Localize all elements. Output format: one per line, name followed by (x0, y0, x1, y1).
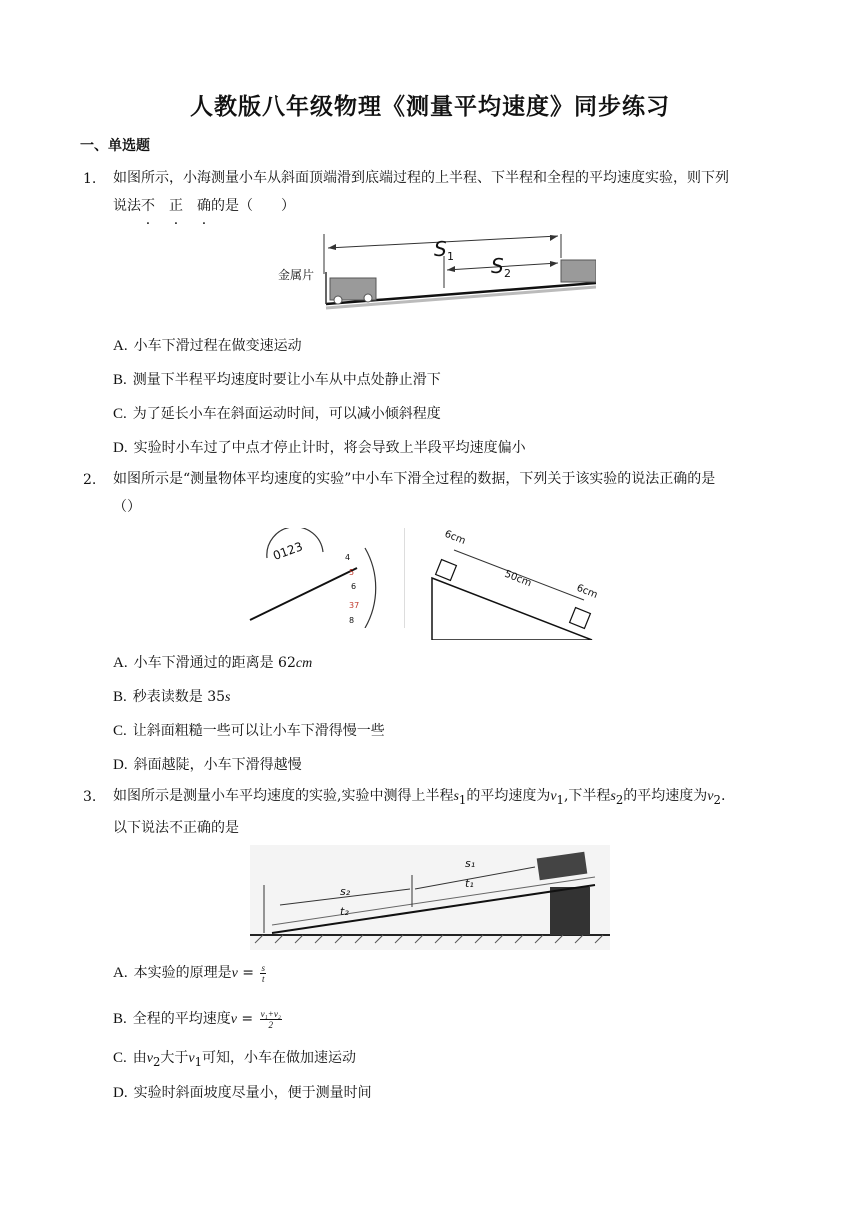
option-unit: s (225, 690, 231, 705)
q1-arrowhead (328, 244, 336, 250)
option-var: v (231, 966, 238, 981)
q3-t2-label: t₂ (340, 905, 349, 918)
option-sub: 1 (194, 1054, 203, 1069)
option-equals: = (236, 1011, 258, 1027)
q3-sub: 1 (458, 792, 467, 807)
q1-option-a[interactable] (113, 335, 302, 355)
option-letter: B. (113, 689, 127, 705)
q2-figure-incline (414, 528, 614, 640)
q2-dial-digits: 0123 (271, 539, 305, 563)
option-text: 小车下滑过程在做变速运动 (133, 338, 302, 354)
q1-arrowhead (550, 235, 558, 241)
q1-line2-prefix: 说法 (113, 198, 141, 214)
option-letter: D. (113, 1085, 128, 1101)
option-text: 为了延长小车在斜面运动时间，可以减小倾斜程度 (132, 406, 441, 422)
q3-sub: 1 (556, 792, 564, 807)
q3-sub: 2 (615, 792, 624, 807)
q3-stem-line2: 以下说法不正确的是 (113, 819, 239, 836)
q2-6cm-label: 6cm (442, 528, 468, 547)
q1-s2-sub: 2 (504, 267, 511, 280)
page-title: 人教版八年级物理《测量平均速度》同步练习 (190, 93, 670, 120)
q3-text: 的平均速度为 (623, 788, 708, 804)
q1-wheel (334, 296, 342, 304)
q2-50cm-label: 50cm (502, 568, 533, 590)
q2-needle (250, 568, 360, 620)
option-var: v (230, 1012, 237, 1027)
q3-stem (113, 782, 803, 842)
q3-t1-label: t₁ (465, 877, 474, 890)
option-var: v (146, 1051, 153, 1066)
q3-var: s (610, 789, 616, 804)
option-text: 让斜面粗糙一些可以让小车下滑得慢一些 (132, 723, 385, 739)
fraction-denominator: 2 (268, 1019, 274, 1030)
option-text: 本实验的原理是 (133, 965, 232, 981)
q1-s1-sub: 1 (447, 250, 454, 263)
q2-tick-label: 6 (351, 582, 357, 591)
q2-6cm-label: 6cm (574, 582, 600, 601)
q3-s1-label: s₁ (465, 857, 476, 870)
option-letter: C. (113, 1050, 127, 1066)
option-letter: C. (113, 723, 127, 739)
q3-option-c[interactable] (113, 1047, 356, 1069)
q2-number: 2. (83, 472, 97, 488)
q2-stem (113, 465, 803, 521)
option-text: 实验时斜面坡度尽量小，便于测量时间 (133, 1085, 372, 1101)
q3-text: ,下半程 (563, 788, 611, 804)
q3-text: 的平均速度为 (466, 788, 551, 804)
q2-option-d[interactable] (113, 754, 302, 774)
option-fraction (260, 1009, 282, 1030)
q1-option-b[interactable] (113, 369, 441, 389)
q2-option-c[interactable] (113, 720, 385, 740)
option-var: v (188, 1051, 195, 1066)
q1-stem-line2 (113, 192, 793, 220)
q1-metal-label: 金属片 (278, 268, 315, 282)
q2-incline-triangle (432, 578, 592, 640)
q1-s1-label: S (434, 237, 447, 261)
fraction-numerator: s (261, 962, 265, 973)
q1-figure-incline (278, 228, 596, 320)
q1-option-c[interactable] (113, 403, 441, 423)
q2-cart-top (436, 560, 457, 581)
q2-option-a[interactable] (113, 652, 312, 672)
q1-s2-label: S (491, 254, 504, 278)
option-text: 由 (132, 1050, 147, 1066)
q3-text: 如图所示是测量小车平均速度的实验,实验中测得上半程 (113, 788, 454, 804)
option-letter: A. (113, 338, 128, 354)
option-letter: B. (113, 372, 127, 388)
q1-emph-1: 不 (141, 198, 155, 214)
option-letter: A. (113, 965, 128, 981)
section-heading: 一、单选题 (80, 138, 150, 154)
q2-figure-stopwatch (245, 528, 405, 628)
q2-second-scale (365, 548, 376, 628)
option-letter: C. (113, 406, 127, 422)
q1-emph-3: 确 (197, 198, 211, 214)
q1-option-d[interactable] (113, 437, 526, 457)
q2-cart-bottom (570, 608, 591, 629)
option-letter: B. (113, 1011, 127, 1027)
q2-tick-label: 4 (345, 553, 351, 562)
q3-var: v (550, 789, 557, 804)
option-text: 小车下滑通过的距离是 62 (133, 655, 296, 671)
q1-emph-2: 正 (169, 198, 183, 214)
q2-stem-line1: 如图所示是“测量物体平均速度的实验”中小车下滑全过程的数据，下列关于该实验的说法正确的是 (113, 471, 716, 487)
q2-option-b[interactable] (113, 686, 230, 706)
q3-sub: 2 (713, 792, 721, 807)
q3-option-d[interactable] (113, 1082, 372, 1102)
q3-text: . (720, 788, 726, 804)
q3-stem-line1 (113, 782, 803, 814)
option-text: 全程的平均速度 (132, 1011, 231, 1027)
q1-stem (113, 164, 793, 220)
q1-arrowhead (447, 266, 455, 272)
q1-line2-suffix: 的是（ ） (211, 198, 295, 214)
q3-figure-incline (250, 845, 610, 950)
fraction-denominator: t (261, 973, 265, 984)
q1-stem-line1: 如图所示，小海测量小车从斜面顶端滑到底端过程的上半程、下半程和全程的平均速度实验，则下列 (113, 170, 729, 186)
option-fraction (260, 963, 266, 984)
option-text: 大于 (160, 1050, 189, 1066)
q3-option-b[interactable] (113, 1008, 284, 1030)
option-text: 可知，小车在做加速运动 (202, 1050, 357, 1066)
q2-tick-label: 37 (349, 601, 360, 610)
q3-support-block (550, 887, 590, 935)
q1-wheel (364, 294, 372, 302)
option-text: 实验时小车过了中点才停止计时，将会导致上半段平均速度偏小 (133, 440, 526, 456)
q2-tick-label: 8 (349, 616, 355, 625)
q2-stem-line2: （） (113, 499, 141, 515)
option-equals: = (237, 965, 259, 981)
option-letter: D. (113, 440, 128, 456)
option-text: 测量下半程平均速度时要让小车从中点处静止滑下 (132, 372, 441, 388)
q1-arrowhead (550, 261, 558, 267)
option-letter: A. (113, 655, 128, 671)
option-sub: 2 (152, 1054, 161, 1069)
option-letter: D. (113, 757, 128, 773)
q3-option-a[interactable] (113, 962, 268, 984)
option-text: 秒表读数是 35 (132, 689, 226, 705)
q2-figure-divider (404, 528, 405, 628)
q3-var: s (453, 789, 459, 804)
q3-number: 3. (83, 789, 97, 805)
q2-tick-label: 5 (349, 568, 355, 577)
q3-var: v (707, 789, 714, 804)
q1-number: 1. (83, 171, 97, 187)
option-unit: cm (295, 656, 313, 671)
option-text: 斜面越陡，小车下滑得越慢 (133, 757, 302, 773)
q1-cart-right (561, 260, 596, 282)
q3-s2-label: s₂ (340, 885, 351, 898)
fraction-numerator: v₁+v₂ (260, 1008, 281, 1019)
